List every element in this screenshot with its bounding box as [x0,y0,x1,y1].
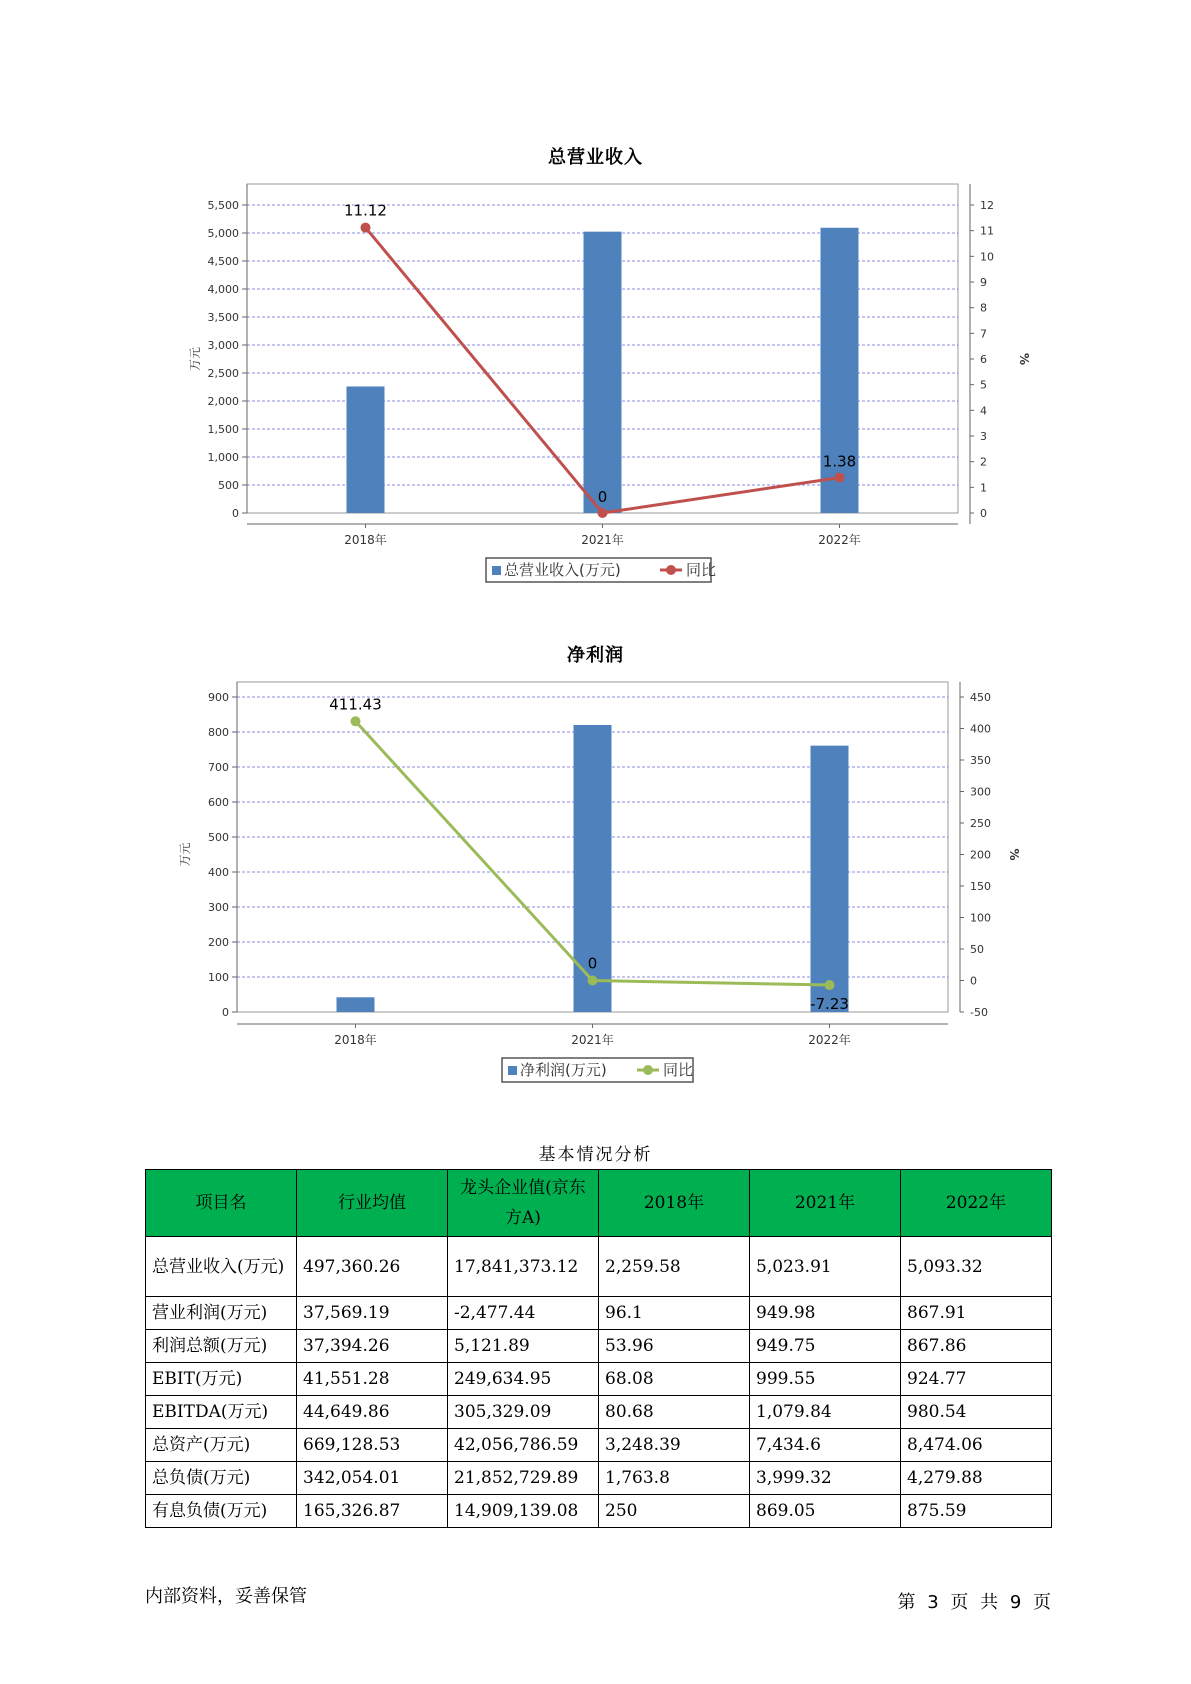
x-tick-label: 2018年 [344,533,387,547]
value-cell: 37,394.26 [297,1330,448,1363]
y-tick-label: 5,000 [207,227,239,240]
line-point [361,223,371,233]
y-right-tick-label: 8 [980,301,987,315]
value-cell: 669,128.53 [297,1429,448,1462]
y-tick-label: 1,000 [207,451,239,464]
legend-label: 同比 [686,561,717,579]
y-tick-label: 300 [208,901,229,914]
y-tick-label: 400 [208,866,229,879]
x-tick-label: 2021年 [571,1033,614,1047]
row-label-cell: 总资产(万元) [146,1429,297,1462]
header-cell: 项目名 [146,1170,297,1237]
value-cell: 250 [599,1495,750,1528]
value-cell: 3,999.32 [750,1462,901,1495]
value-cell: 96.1 [599,1297,750,1330]
line-point [835,473,845,483]
y-tick-label: 3,500 [207,311,239,324]
y-right-tick-label: 6 [980,353,987,366]
data-label: 11.12 [344,201,387,220]
y-tick-label: 4,000 [207,283,239,296]
revenue-chart [0,170,1191,590]
table-row [146,1396,1052,1429]
y-tick-label: 900 [208,691,229,704]
y-right-tick-label: 1 [980,481,987,495]
y-axis-label: 万元 [178,842,192,867]
y-right-tick-label: 200 [970,848,991,862]
value-cell: 37,569.19 [297,1297,448,1330]
y-right-tick-label: 350 [970,754,991,767]
data-label: 0 [597,488,608,506]
value-cell: 4,279.88 [901,1462,1052,1495]
value-cell: 875.59 [901,1495,1052,1528]
value-cell: 867.91 [901,1297,1052,1330]
value-cell: 949.98 [750,1297,901,1330]
data-label: 0 [587,954,598,973]
y-tick-label: 600 [208,796,229,809]
value-cell: 1,763.8 [599,1462,750,1495]
value-cell: 42,056,786.59 [448,1429,599,1462]
y-tick-label: 100 [208,971,229,984]
value-cell: 305,329.09 [448,1396,599,1429]
value-cell: 869.05 [750,1495,901,1528]
table-row [146,1297,1052,1330]
legend-label: 同比 [663,1061,694,1079]
value-cell: 999.55 [750,1363,901,1396]
value-cell: 7,434.6 [750,1429,901,1462]
table-row [146,1363,1052,1396]
x-tick-label: 2022年 [808,1033,851,1047]
header-cell: 2018年 [599,1170,750,1237]
y-right-tick-label: 400 [970,722,991,736]
y-tick-label: 1,500 [207,423,239,436]
y-right-tick-label: 4 [980,404,987,418]
y-right-tick-label: 450 [970,691,991,704]
value-cell: -2,477.44 [448,1297,599,1330]
x-tick-label: 2022年 [818,533,861,547]
line-point [351,716,361,726]
value-cell: 342,054.01 [297,1462,448,1495]
y-tick-label: 500 [208,831,229,844]
value-cell: 249,634.95 [448,1363,599,1396]
row-label-cell: 总营业收入(万元) [146,1237,297,1297]
data-label: 411.43 [329,695,382,714]
y-tick-label: 5,500 [207,199,239,212]
y-tick-label: 3,000 [207,339,239,352]
header-cell: 2021年 [750,1170,901,1237]
line-point [598,508,608,518]
data-label: -7.23 [810,995,849,1014]
table-row [146,1429,1052,1462]
row-label-cell: 有息负债(万元) [146,1495,297,1528]
y-right-tick-label: 3 [980,430,987,443]
y-tick-label: 700 [208,761,229,774]
value-cell: 165,326.87 [297,1495,448,1528]
chart-title: 净利润 [567,645,624,666]
value-cell: 21,852,729.89 [448,1462,599,1495]
value-cell: 980.54 [901,1396,1052,1429]
legend-point-swatch [643,1065,653,1075]
row-label-cell: EBIT(万元) [146,1363,297,1396]
legend-point-swatch [666,565,676,575]
header-cell: 2022年 [901,1170,1052,1237]
bar [811,746,849,1012]
value-cell: 5,093.32 [901,1237,1052,1297]
value-cell: 1,079.84 [750,1396,901,1429]
value-cell: 867.86 [901,1330,1052,1363]
net-profit-chart [0,670,1191,1090]
header-cell: 龙头企业值(京东方A) [448,1170,599,1237]
value-cell: 68.08 [599,1363,750,1396]
y-right-axis-label: % [1017,352,1031,366]
y-tick-label: 2,500 [207,367,239,380]
footer-page-number: 第 3 页 共 9 页 [897,1592,1051,1613]
y-right-tick-label: 0 [970,974,977,988]
y-tick-label: 200 [208,936,229,949]
legend-bar-swatch [508,1066,517,1075]
basic-analysis-table [145,1169,1052,1528]
row-label-cell: 营业利润(万元) [146,1297,297,1330]
legend-bar-swatch [492,566,501,575]
y-right-tick-label: 7 [980,327,987,341]
y-right-tick-label: 0 [980,507,987,520]
value-cell: 44,649.86 [297,1396,448,1429]
y-right-tick-label: 10 [980,250,994,264]
y-tick-label: 0 [222,1006,229,1019]
y-right-tick-label: 12 [980,199,994,212]
line-point [588,976,598,986]
value-cell: 5,023.91 [750,1237,901,1297]
y-right-tick-label: 300 [970,785,991,799]
footer-confidential-note: 内部资料，妥善保管 [145,1586,307,1607]
value-cell: 497,360.26 [297,1237,448,1297]
table-row [146,1462,1052,1495]
chart-title: 总营业收入 [548,147,643,168]
table-row [146,1237,1052,1297]
y-right-axis-label: % [1007,848,1021,861]
row-label-cell: 利润总额(万元) [146,1330,297,1363]
y-right-tick-label: 150 [970,880,991,893]
y-right-tick-label: 11 [980,224,994,238]
value-cell: 3,248.39 [599,1429,750,1462]
table-row [146,1495,1052,1528]
y-right-tick-label: 250 [970,817,991,830]
y-tick-label: 800 [208,726,229,739]
y-right-tick-label: 5 [980,378,987,392]
value-cell: 949.75 [750,1330,901,1363]
value-cell: 8,474.06 [901,1429,1052,1462]
value-cell: 53.96 [599,1330,750,1363]
y-right-tick-label: 9 [980,276,987,289]
data-label: 1.38 [822,452,857,471]
table-header-row [146,1170,1052,1237]
value-cell: 41,551.28 [297,1363,448,1396]
row-label-cell: EBITDA(万元) [146,1396,297,1429]
y-right-tick-label: 2 [980,455,987,469]
bar [337,997,375,1012]
y-axis-label: 万元 [188,346,202,372]
y-right-tick-label: 50 [970,943,984,956]
y-right-tick-label: -50 [970,1006,988,1019]
table-row [146,1330,1052,1363]
y-tick-label: 4,500 [207,255,239,268]
table-caption: 基本情况分析 [538,1145,653,1165]
value-cell: 80.68 [599,1396,750,1429]
legend-label: 净利润(万元) [520,1061,607,1079]
y-right-tick-label: 100 [970,911,991,925]
legend-label: 总营业收入(万元) [504,561,621,579]
line-point [825,980,835,990]
value-cell: 14,909,139.08 [448,1495,599,1528]
y-tick-label: 0 [232,507,239,520]
x-tick-label: 2021年 [581,533,624,547]
header-cell: 行业均值 [297,1170,448,1237]
value-cell: 5,121.89 [448,1330,599,1363]
x-tick-label: 2018年 [334,1033,377,1047]
y-tick-label: 2,000 [207,395,239,408]
y-tick-label: 500 [218,479,239,492]
bar [347,386,385,513]
value-cell: 17,841,373.12 [448,1237,599,1297]
row-label-cell: 总负债(万元) [146,1462,297,1495]
bar [584,232,622,513]
value-cell: 924.77 [901,1363,1052,1396]
value-cell: 2,259.58 [599,1237,750,1297]
